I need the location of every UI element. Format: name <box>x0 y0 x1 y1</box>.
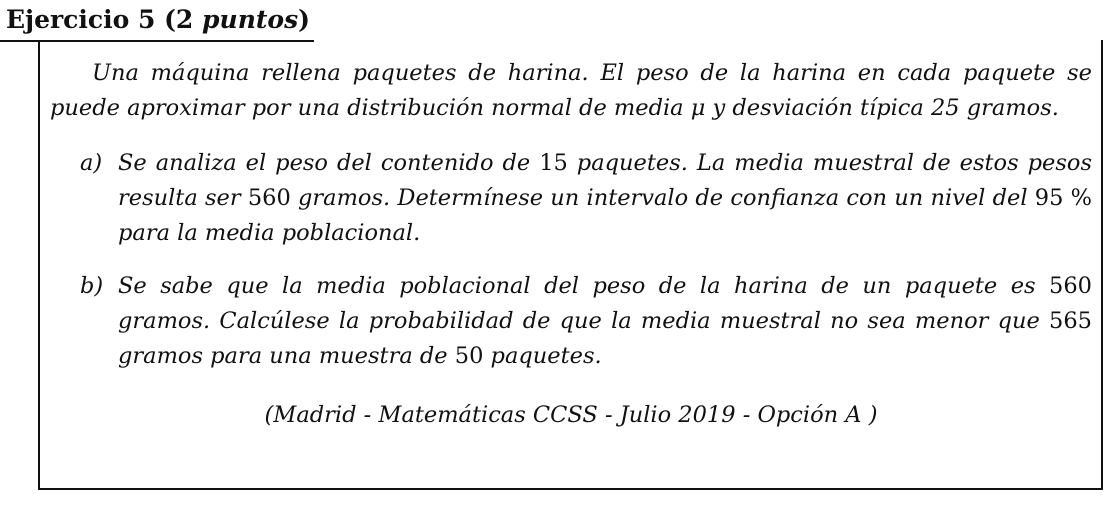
question-a-text-3: gramos. Determínese un intervalo de confianza con un nivel del <box>290 185 1035 211</box>
question-b-text-2: gramos. Calcúlese la probabilidad de que la media muestral no sea menor que <box>118 308 1050 334</box>
exam-source: (Madrid - Matemáticas CCSS - Julio 2019 - Opción A ) <box>264 402 878 428</box>
question-a-text-4: para la media poblacional. <box>118 220 421 246</box>
question-b-label: b) <box>80 273 104 299</box>
question-b-text-4: paquetes. <box>483 343 602 369</box>
problem-statement: Una máquina rellena paquetes de harina. El peso de la harina en cada paquete se puede aproximar por una distribución normal de media μ y desviación típica 25 gramos. <box>50 60 1092 121</box>
question-b <box>50 269 1092 374</box>
question-a-number-3: 95 % <box>1034 185 1092 211</box>
question-a-number-2: 560 <box>247 185 291 211</box>
question-b-number-3: 50 <box>454 343 484 369</box>
exercise-title <box>6 4 310 36</box>
points-word: puntos <box>202 5 299 34</box>
exercise-title-text: Ejercicio 5 (2 <box>6 5 203 34</box>
question-a-number-1: 15 <box>539 150 568 176</box>
question-a-label: a) <box>80 150 103 176</box>
question-b-number-2: 565 <box>1049 308 1092 334</box>
question-b-text-3: gramos para una muestra de <box>118 343 455 369</box>
question-b-text-1: Se sabe que la media poblacional del peso de la harina de un paquete es <box>118 273 1050 299</box>
exercise-body <box>50 56 1092 433</box>
question-a-text-1: Se analiza el peso del contenido de <box>118 150 540 176</box>
question-a-text-2: paquetes. La media muestral de estos pesos resulta ser <box>118 150 1092 211</box>
question-a <box>50 146 1092 251</box>
question-b-number-1: 560 <box>1049 273 1092 299</box>
exercise-title-close: ) <box>298 5 311 34</box>
